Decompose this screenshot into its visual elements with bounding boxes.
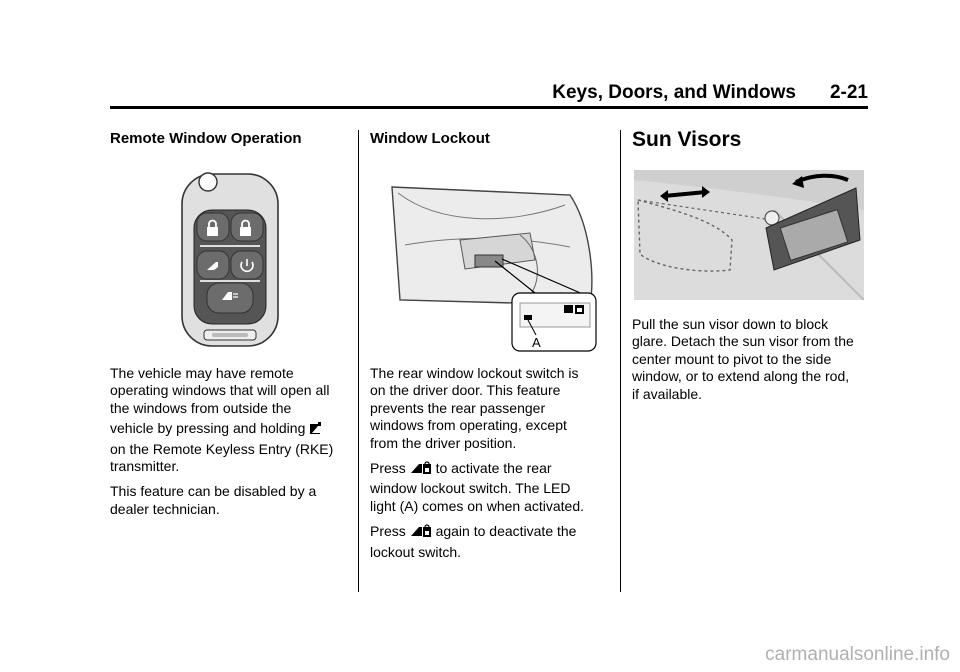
section-heading: Sun Visors bbox=[632, 128, 742, 151]
text-line: This feature can be disabled by a bbox=[110, 483, 317, 500]
section-heading: Window Lockout bbox=[370, 130, 490, 147]
text-line: the windows from outside the bbox=[110, 399, 292, 416]
header-rule bbox=[110, 106, 868, 109]
column-divider bbox=[620, 130, 621, 592]
text-line: light (A) comes on when activated. bbox=[370, 497, 584, 514]
text-line: The rear window lockout switch is bbox=[370, 365, 579, 381]
text-line: operating windows that will open all bbox=[110, 382, 330, 399]
watermark: carmanualsonline.info bbox=[765, 644, 950, 665]
text-span: vehicle by pressing and holding bbox=[110, 420, 306, 437]
text-line: windows from operating, except bbox=[370, 417, 567, 434]
text-line-with-icon bbox=[370, 523, 610, 540]
driver-door-illustration bbox=[370, 165, 600, 355]
text-span: again to deactivate the bbox=[435, 523, 577, 540]
text-line: lockout switch. bbox=[370, 543, 462, 560]
text-span: to activate the rear bbox=[435, 460, 552, 477]
text-line: glare. Detach the sun visor from the bbox=[632, 333, 854, 350]
text-span: Press bbox=[370, 523, 406, 540]
column-remote-window bbox=[110, 130, 350, 147]
section-heading: Remote Window Operation bbox=[110, 130, 302, 147]
callout-label: A bbox=[532, 335, 541, 350]
window-remote-icon bbox=[309, 421, 323, 435]
text-line: on the Remote Keyless Entry (RKE) bbox=[110, 440, 334, 457]
text-line: window lockout switch. The LED bbox=[370, 480, 571, 497]
text-line: window, or to extend along the rod, bbox=[632, 368, 850, 385]
column-divider bbox=[358, 130, 359, 592]
page-header bbox=[552, 82, 868, 104]
window-lockout-icon bbox=[410, 461, 432, 475]
text-line: The vehicle may have remote bbox=[110, 365, 294, 381]
section-title: Keys, Doors, and Windows bbox=[552, 82, 796, 103]
column-sun-visors bbox=[632, 128, 872, 152]
column-window-lockout bbox=[370, 130, 610, 147]
text-line: from the driver position. bbox=[370, 434, 517, 451]
text-line: transmitter. bbox=[110, 458, 180, 475]
col2-paragraphs bbox=[370, 365, 610, 561]
sun-visor-illustration bbox=[634, 170, 864, 300]
page-number: 2-21 bbox=[829, 82, 868, 103]
text-line-with-icon bbox=[370, 460, 610, 477]
text-line: prevents the rear passenger bbox=[370, 399, 546, 416]
col3-paragraph-1 bbox=[632, 316, 872, 403]
text-line: center mount to pivot to the side bbox=[632, 350, 832, 367]
key-fob-illustration bbox=[180, 170, 280, 350]
text-span: Press bbox=[370, 460, 406, 477]
text-line: on the driver door. This feature bbox=[370, 382, 561, 399]
text-line: Pull the sun visor down to block bbox=[632, 316, 829, 332]
text-line-with-icon bbox=[110, 420, 350, 437]
window-lockout-icon bbox=[410, 524, 432, 538]
text-line: dealer technician. bbox=[110, 500, 220, 517]
col1-paragraph-1 bbox=[110, 365, 350, 518]
text-line: if available. bbox=[632, 385, 703, 402]
